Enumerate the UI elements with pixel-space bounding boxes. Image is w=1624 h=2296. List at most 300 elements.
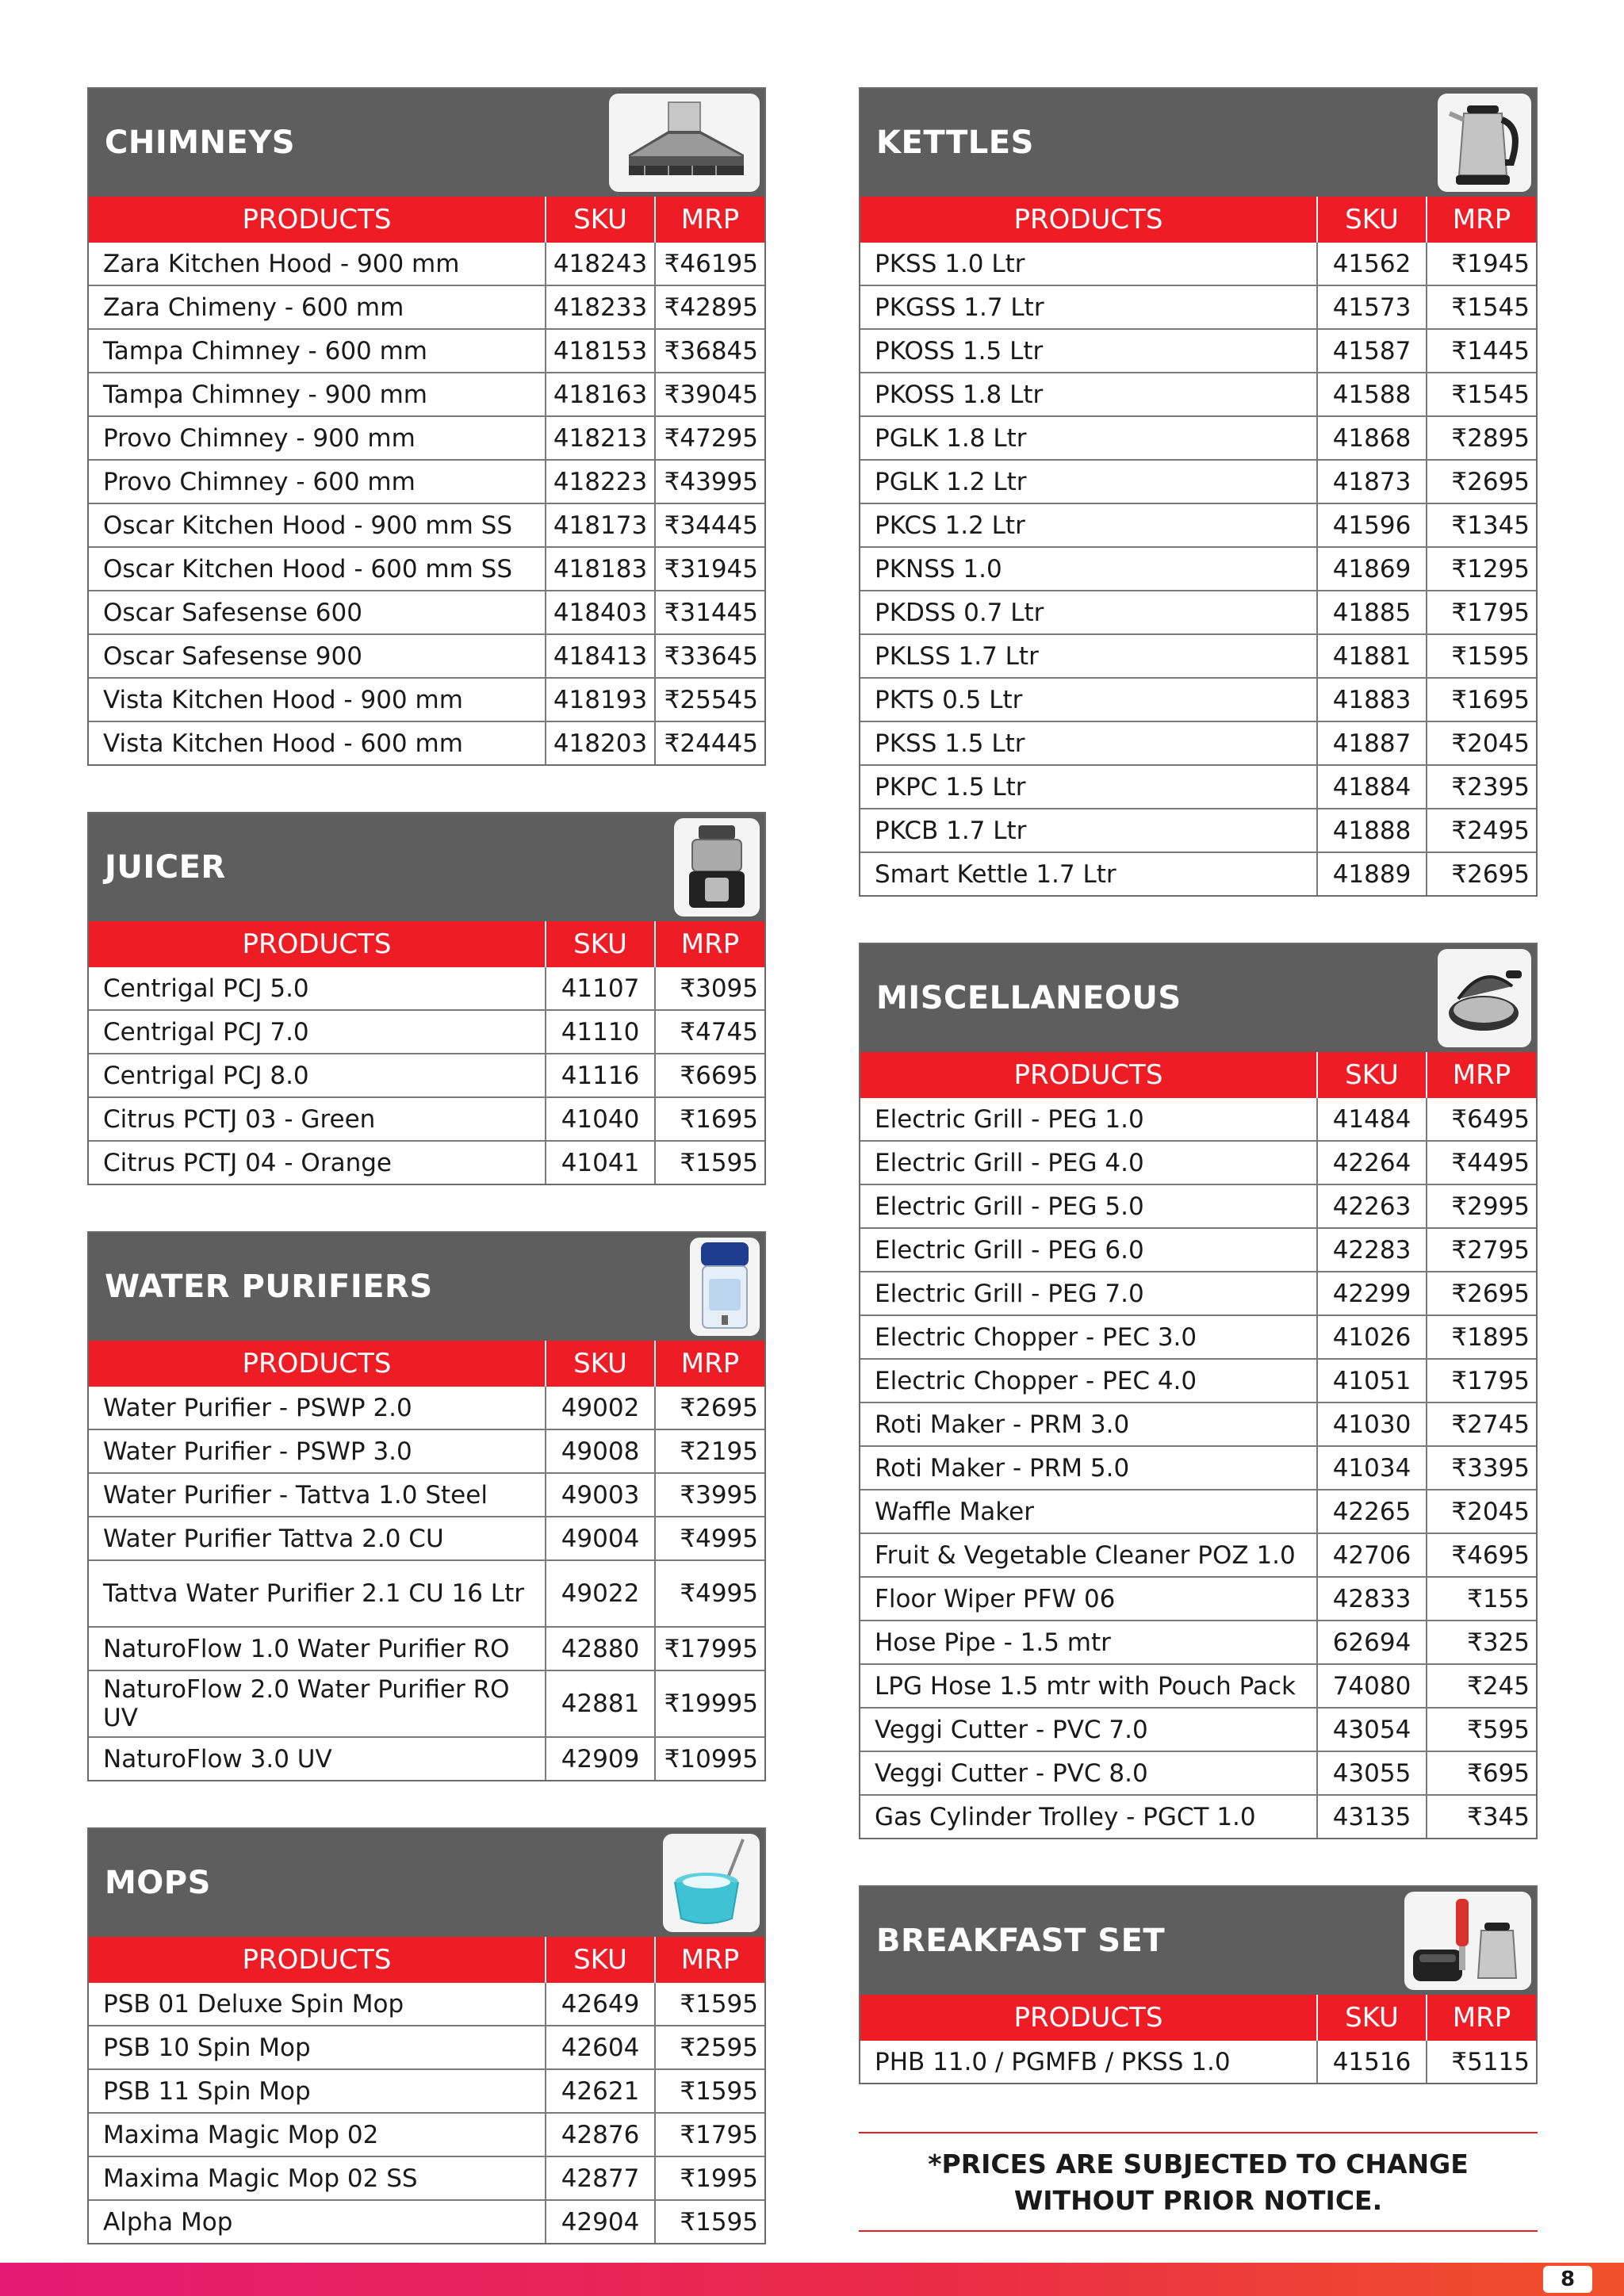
col-sku-header: SKU: [546, 1341, 655, 1387]
product-name-cell: LPG Hose 1.5 mtr with Pouch Pack: [860, 1664, 1317, 1708]
kettle-icon: [1438, 94, 1531, 192]
section-water-purifiers: [87, 1231, 766, 1781]
sku-cell: 41884: [1317, 765, 1427, 809]
sku-cell: 42881: [546, 1670, 655, 1737]
product-table: [89, 921, 764, 1184]
sku-cell: 49008: [546, 1429, 655, 1473]
table-row: [89, 1670, 764, 1737]
product-name-cell: PKGSS 1.7 Ltr: [860, 285, 1317, 329]
product-name-cell: Centrigal PCJ 5.0: [89, 967, 546, 1010]
product-name-cell: Roti Maker - PRM 3.0: [860, 1402, 1317, 1446]
right-column: [859, 87, 1538, 2232]
mrp-cell: ₹2695: [680, 1393, 758, 1422]
table-row: [89, 591, 764, 634]
sku-cell: 418413: [546, 634, 655, 678]
product-table: [860, 1995, 1536, 2083]
section-title: MOPS: [105, 1865, 211, 1901]
table-row: [89, 416, 764, 460]
mrp-cell: ₹31445: [655, 591, 764, 634]
table-row: [860, 547, 1536, 591]
sku-cell: 42877: [546, 2156, 655, 2200]
sku-cell: 42706: [1317, 1533, 1427, 1577]
product-table: [860, 197, 1536, 895]
section-title: WATER PURIFIERS: [105, 1269, 433, 1305]
product-name-cell: Veggi Cutter - PVC 8.0: [860, 1751, 1317, 1795]
mrp-cell: ₹4745: [655, 1010, 764, 1054]
product-name-cell: Provo Chimney - 900 mm: [89, 416, 546, 460]
sku-cell: 41051: [1317, 1359, 1427, 1402]
table-row: [89, 285, 764, 329]
mrp-cell: ₹1895: [1427, 1315, 1536, 1359]
table-row: [860, 721, 1536, 765]
product-name-cell: Oscar Kitchen Hood - 900 mm SS: [89, 503, 546, 547]
sku-cell: 49004: [546, 1517, 655, 1560]
col-mrp-header: MRP: [655, 1937, 764, 1983]
product-name-cell: Roti Maker - PRM 5.0: [860, 1446, 1317, 1490]
table-row: [89, 2156, 764, 2200]
product-name-cell: Electric Grill - PEG 4.0: [860, 1141, 1317, 1184]
product-name-cell: Provo Chimney - 600 mm: [89, 460, 546, 503]
sku-cell: 418203: [546, 721, 655, 764]
mrp-cell: ₹1545: [1427, 285, 1536, 329]
product-name-cell: Citrus PCTJ 03 - Green: [89, 1097, 546, 1141]
table-row: [89, 634, 764, 678]
col-mrp-header: MRP: [655, 197, 764, 243]
sku-cell: 41573: [1317, 285, 1427, 329]
table-row: [860, 329, 1536, 373]
product-name-cell: Electric Grill - PEG 6.0: [860, 1228, 1317, 1272]
product-name-cell: Electric Grill - PEG 5.0: [860, 1184, 1317, 1228]
table-row: [89, 1097, 764, 1141]
mrp-cell: ₹3995: [655, 1473, 764, 1517]
col-products-header: PRODUCTS: [89, 921, 546, 967]
mrp-cell: ₹46195: [664, 249, 758, 278]
mrp-cell: ₹2695: [1427, 1272, 1536, 1315]
page-number: 8: [1543, 2266, 1592, 2293]
col-mrp-header: MRP: [1427, 1052, 1536, 1098]
mrp-cell: ₹2195: [655, 1429, 764, 1473]
table-row: [89, 503, 764, 547]
section-chimneys: [87, 87, 766, 766]
sku-cell: 41562: [1317, 243, 1427, 285]
product-name-cell: PHB 11.0 / PGMFB / PKSS 1.0: [860, 2041, 1317, 2083]
mrp-cell: ₹4495: [1427, 1141, 1536, 1184]
product-name-cell: Waffle Maker: [860, 1490, 1317, 1533]
sku-cell: 41885: [1317, 591, 1427, 634]
product-name-cell: Vista Kitchen Hood - 900 mm: [89, 678, 546, 721]
mrp-cell: ₹34445: [655, 503, 764, 547]
col-mrp-header: MRP: [655, 921, 764, 967]
mrp-cell: ₹2595: [655, 2026, 764, 2069]
table-row: [860, 2041, 1536, 2083]
mrp-cell: ₹2395: [1427, 765, 1536, 809]
sku-cell: 41040: [546, 1097, 655, 1141]
product-name-cell: PKOSS 1.8 Ltr: [860, 373, 1317, 416]
mrp-cell: ₹1545: [1427, 373, 1536, 416]
sku-cell: 49003: [546, 1473, 655, 1517]
sku-cell: 418243: [546, 243, 655, 285]
table-row: [89, 1737, 764, 1780]
product-name-cell: Electric Grill - PEG 7.0: [860, 1272, 1317, 1315]
sku-cell: 41888: [1317, 809, 1427, 852]
product-name-cell: Alpha Mop: [89, 2200, 546, 2243]
mrp-cell: ₹17995: [655, 1627, 764, 1670]
mrp-cell: ₹2695: [1427, 852, 1536, 895]
product-name-cell: PKSS 1.5 Ltr: [860, 721, 1317, 765]
table-row: [860, 1446, 1536, 1490]
mrp-cell: ₹1595: [680, 1989, 758, 2019]
table-row: [89, 2200, 764, 2243]
mrp-cell: ₹2045: [1427, 721, 1536, 765]
sku-cell: 42904: [546, 2200, 655, 2243]
section-header: [860, 944, 1536, 1052]
section-miscellaneous: [859, 943, 1538, 1839]
product-name-cell: PKPC 1.5 Ltr: [860, 765, 1317, 809]
sku-cell: 42649: [546, 1983, 655, 2026]
product-name-cell: NaturoFlow 3.0 UV: [89, 1737, 546, 1780]
mrp-cell: ₹25545: [655, 678, 764, 721]
product-name-cell: Water Purifier - PSWP 3.0: [89, 1429, 546, 1473]
product-name-cell: Tattva Water Purifier 2.1 CU 16 Ltr: [89, 1560, 546, 1627]
table-row: [860, 503, 1536, 547]
product-name-cell: Oscar Safesense 900: [89, 634, 546, 678]
table-row: [860, 285, 1536, 329]
mrp-cell: ₹1795: [655, 2113, 764, 2156]
product-name-cell: Zara Chimeny - 600 mm: [89, 285, 546, 329]
sku-cell: 418153: [546, 329, 655, 373]
mrp-cell: ₹1945: [1451, 249, 1530, 278]
product-table: [89, 1937, 764, 2243]
table-row: [89, 2026, 764, 2069]
product-name-cell: PGLK 1.2 Ltr: [860, 460, 1317, 503]
sku-cell: 42909: [546, 1737, 655, 1780]
table-row: [860, 460, 1536, 503]
table-row: [860, 1795, 1536, 1838]
col-products-header: PRODUCTS: [860, 197, 1317, 243]
col-sku-header: SKU: [1317, 1052, 1427, 1098]
sku-cell: 41107: [546, 967, 655, 1010]
mrp-cell: ₹1695: [655, 1097, 764, 1141]
product-name-cell: Water Purifier Tattva 2.0 CU: [89, 1517, 546, 1560]
mrp-cell: ₹1595: [655, 2069, 764, 2113]
table-row: [89, 1627, 764, 1670]
mrp-cell: ₹1995: [655, 2156, 764, 2200]
table-row: [860, 1184, 1536, 1228]
mrp-cell: ₹36845: [655, 329, 764, 373]
product-name-cell: PKSS 1.0 Ltr: [860, 243, 1317, 285]
table-row: [860, 1141, 1536, 1184]
table-row: [860, 373, 1536, 416]
mrp-cell: ₹1445: [1427, 329, 1536, 373]
table-row: [860, 1490, 1536, 1533]
mrp-cell: ₹4995: [655, 1560, 764, 1627]
sku-cell: 41881: [1317, 634, 1427, 678]
mrp-cell: ₹47295: [655, 416, 764, 460]
juicer-icon: [674, 818, 760, 916]
product-name-cell: Water Purifier - Tattva 1.0 Steel: [89, 1473, 546, 1517]
table-row: [860, 1664, 1536, 1708]
mrp-cell: ₹39045: [655, 373, 764, 416]
table-row: [89, 1429, 764, 1473]
product-name-cell: Floor Wiper PFW 06: [860, 1577, 1317, 1621]
sku-cell: 418193: [546, 678, 655, 721]
table-row: [860, 416, 1536, 460]
table-row: [89, 460, 764, 503]
product-name-cell: Gas Cylinder Trolley - PGCT 1.0: [860, 1795, 1317, 1838]
sku-cell: 41868: [1317, 416, 1427, 460]
sku-cell: 41587: [1317, 329, 1427, 373]
product-name-cell: Maxima Magic Mop 02 SS: [89, 2156, 546, 2200]
sku-cell: 42833: [1317, 1577, 1427, 1621]
sku-cell: 41596: [1317, 503, 1427, 547]
section-header: [89, 1233, 764, 1341]
mrp-cell: ₹3095: [680, 974, 758, 1003]
mrp-cell: ₹2495: [1427, 809, 1536, 852]
sku-cell: 74080: [1317, 1664, 1427, 1708]
table-row: [89, 1517, 764, 1560]
spin-mop-icon: [663, 1834, 760, 1932]
col-products-header: PRODUCTS: [89, 1341, 546, 1387]
section-title: BREAKFAST SET: [876, 1923, 1166, 1959]
col-sku-header: SKU: [546, 197, 655, 243]
sku-cell: 42299: [1317, 1272, 1427, 1315]
product-name-cell: Electric Chopper - PEC 4.0: [860, 1359, 1317, 1402]
section-header: [89, 813, 764, 921]
sku-cell: 41110: [546, 1010, 655, 1054]
mrp-cell: ₹5115: [1451, 2047, 1530, 2076]
table-row: [89, 2069, 764, 2113]
mrp-cell: ₹155: [1427, 1577, 1536, 1621]
product-name-cell: Electric Grill - PEG 1.0: [860, 1098, 1317, 1141]
mrp-cell: ₹6495: [1451, 1104, 1530, 1134]
sku-cell: 41030: [1317, 1402, 1427, 1446]
product-name-cell: PKLSS 1.7 Ltr: [860, 634, 1317, 678]
sku-cell: 42604: [546, 2026, 655, 2069]
product-name-cell: PKDSS 0.7 Ltr: [860, 591, 1317, 634]
mrp-cell: ₹4695: [1427, 1533, 1536, 1577]
footer-bar: [0, 2263, 1624, 2296]
mrp-cell: ₹2895: [1427, 416, 1536, 460]
sku-cell: 42264: [1317, 1141, 1427, 1184]
col-sku-header: SKU: [546, 921, 655, 967]
product-name-cell: Hose Pipe - 1.5 mtr: [860, 1621, 1317, 1664]
mrp-cell: ₹1795: [1427, 591, 1536, 634]
sku-cell: 43055: [1317, 1751, 1427, 1795]
table-row: [860, 1098, 1536, 1141]
mrp-cell: ₹33645: [655, 634, 764, 678]
product-name-cell: NaturoFlow 2.0 Water Purifier RO UV: [89, 1670, 546, 1737]
mrp-cell: ₹1595: [655, 2200, 764, 2243]
col-sku-header: SKU: [1317, 1995, 1427, 2041]
sku-cell: 43054: [1317, 1708, 1427, 1751]
table-row: [89, 1387, 764, 1429]
water-purifier-icon: [690, 1238, 760, 1336]
product-name-cell: Centrigal PCJ 7.0: [89, 1010, 546, 1054]
mrp-cell: ₹345: [1427, 1795, 1536, 1838]
mrp-cell: ₹1695: [1427, 678, 1536, 721]
table-row: [860, 852, 1536, 895]
mrp-cell: ₹1595: [1427, 634, 1536, 678]
sku-cell: 43135: [1317, 1795, 1427, 1838]
table-row: [860, 243, 1536, 285]
sku-cell: 49022: [546, 1560, 655, 1627]
sku-cell: 42880: [546, 1627, 655, 1670]
section-header: [860, 1887, 1536, 1995]
table-row: [860, 1621, 1536, 1664]
table-row: [860, 1577, 1536, 1621]
product-name-cell: Smart Kettle 1.7 Ltr: [860, 852, 1317, 895]
product-table: [860, 1052, 1536, 1838]
product-name-cell: Veggi Cutter - PVC 7.0: [860, 1708, 1317, 1751]
product-name-cell: NaturoFlow 1.0 Water Purifier RO: [89, 1627, 546, 1670]
mrp-cell: ₹2995: [1427, 1184, 1536, 1228]
sku-cell: 41026: [1317, 1315, 1427, 1359]
product-table: [89, 1341, 764, 1780]
section-kettles: [859, 87, 1538, 897]
table-row: [89, 967, 764, 1010]
col-products-header: PRODUCTS: [860, 1995, 1317, 2041]
sku-cell: 418403: [546, 591, 655, 634]
table-row: [89, 243, 764, 285]
sku-cell: 418213: [546, 416, 655, 460]
mrp-cell: ₹1295: [1427, 547, 1536, 591]
mrp-cell: ₹43995: [655, 460, 764, 503]
sku-cell: 42621: [546, 2069, 655, 2113]
product-name-cell: Tampa Chimney - 900 mm: [89, 373, 546, 416]
sku-cell: 418183: [546, 547, 655, 591]
section-title: MISCELLANEOUS: [876, 980, 1182, 1016]
product-name-cell: Oscar Safesense 600: [89, 591, 546, 634]
product-name-cell: PKNSS 1.0: [860, 547, 1317, 591]
mrp-cell: ₹1595: [655, 1141, 764, 1184]
section-header: [89, 89, 764, 197]
table-row: [89, 721, 764, 764]
col-products-header: PRODUCTS: [89, 197, 546, 243]
product-table: [89, 197, 764, 764]
roti-maker-icon: [1438, 949, 1531, 1047]
table-row: [89, 1010, 764, 1054]
mrp-cell: ₹2695: [1427, 460, 1536, 503]
mrp-cell: ₹2745: [1427, 1402, 1536, 1446]
sku-cell: 41869: [1317, 547, 1427, 591]
breakfast-set-icon: [1404, 1892, 1531, 1990]
product-name-cell: Tampa Chimney - 600 mm: [89, 329, 546, 373]
table-row: [89, 373, 764, 416]
mrp-cell: ₹10995: [655, 1737, 764, 1780]
product-name-cell: PKTS 0.5 Ltr: [860, 678, 1317, 721]
table-row: [89, 1983, 764, 2026]
chimney-icon: [609, 94, 760, 192]
mrp-cell: ₹3395: [1427, 1446, 1536, 1490]
col-products-header: PRODUCTS: [89, 1937, 546, 1983]
table-row: [89, 329, 764, 373]
product-name-cell: PSB 11 Spin Mop: [89, 2069, 546, 2113]
section-header: [89, 1829, 764, 1937]
product-name-cell: Citrus PCTJ 04 - Orange: [89, 1141, 546, 1184]
product-name-cell: PSB 01 Deluxe Spin Mop: [89, 1983, 546, 2026]
table-row: [860, 809, 1536, 852]
product-name-cell: Maxima Magic Mop 02: [89, 2113, 546, 2156]
col-mrp-header: MRP: [655, 1341, 764, 1387]
section-juicer: [87, 812, 766, 1185]
table-row: [89, 1473, 764, 1517]
table-row: [89, 678, 764, 721]
sku-cell: 418223: [546, 460, 655, 503]
mrp-cell: ₹245: [1427, 1664, 1536, 1708]
sku-cell: 41889: [1317, 852, 1427, 895]
product-name-cell: Fruit & Vegetable Cleaner POZ 1.0: [860, 1533, 1317, 1577]
sku-cell: 41041: [546, 1141, 655, 1184]
section-header: [860, 89, 1536, 197]
mrp-cell: ₹4995: [655, 1517, 764, 1560]
product-name-cell: PSB 10 Spin Mop: [89, 2026, 546, 2069]
mrp-cell: ₹24445: [655, 721, 764, 764]
mrp-cell: ₹595: [1427, 1708, 1536, 1751]
sku-cell: 418163: [546, 373, 655, 416]
sku-cell: 41887: [1317, 721, 1427, 765]
product-name-cell: PGLK 1.8 Ltr: [860, 416, 1317, 460]
sku-cell: 62694: [1317, 1621, 1427, 1664]
table-row: [860, 765, 1536, 809]
price-notice: *PRICES ARE SUBJECTED TO CHANGE WITHOUT PRIOR NOTICE.: [859, 2132, 1538, 2232]
product-name-cell: Electric Chopper - PEC 3.0: [860, 1315, 1317, 1359]
mrp-cell: ₹2045: [1427, 1490, 1536, 1533]
table-row: [860, 634, 1536, 678]
product-name-cell: Centrigal PCJ 8.0: [89, 1054, 546, 1097]
sku-cell: 42263: [1317, 1184, 1427, 1228]
mrp-cell: ₹6695: [655, 1054, 764, 1097]
table-row: [860, 1359, 1536, 1402]
product-name-cell: PKOSS 1.5 Ltr: [860, 329, 1317, 373]
sku-cell: 41116: [546, 1054, 655, 1097]
col-mrp-header: MRP: [1427, 1995, 1536, 2041]
table-row: [860, 591, 1536, 634]
col-mrp-header: MRP: [1427, 197, 1536, 243]
table-row: [89, 547, 764, 591]
col-sku-header: SKU: [1317, 197, 1427, 243]
mrp-cell: ₹695: [1427, 1751, 1536, 1795]
section-mops: [87, 1827, 766, 2244]
table-row: [89, 1560, 764, 1627]
mrp-cell: ₹1795: [1427, 1359, 1536, 1402]
sku-cell: 41883: [1317, 678, 1427, 721]
sku-cell: 41516: [1317, 2041, 1427, 2083]
section-breakfast-set: [859, 1885, 1538, 2084]
table-row: [860, 1272, 1536, 1315]
table-row: [860, 1315, 1536, 1359]
table-row: [89, 2113, 764, 2156]
section-title: JUICER: [105, 849, 226, 886]
table-row: [860, 1228, 1536, 1272]
product-name-cell: Oscar Kitchen Hood - 600 mm SS: [89, 547, 546, 591]
product-name-cell: PKCB 1.7 Ltr: [860, 809, 1317, 852]
sku-cell: 418233: [546, 285, 655, 329]
left-column: [87, 87, 766, 2244]
mrp-cell: ₹31945: [655, 547, 764, 591]
section-title: KETTLES: [876, 124, 1034, 161]
col-sku-header: SKU: [546, 1937, 655, 1983]
mrp-cell: ₹1345: [1427, 503, 1536, 547]
section-title: CHIMNEYS: [105, 124, 296, 161]
mrp-cell: ₹19995: [655, 1670, 764, 1737]
mrp-cell: ₹42895: [655, 285, 764, 329]
mrp-cell: ₹2795: [1427, 1228, 1536, 1272]
table-row: [89, 1054, 764, 1097]
col-products-header: PRODUCTS: [860, 1052, 1317, 1098]
table-row: [860, 1708, 1536, 1751]
table-row: [89, 1141, 764, 1184]
sku-cell: 41873: [1317, 460, 1427, 503]
